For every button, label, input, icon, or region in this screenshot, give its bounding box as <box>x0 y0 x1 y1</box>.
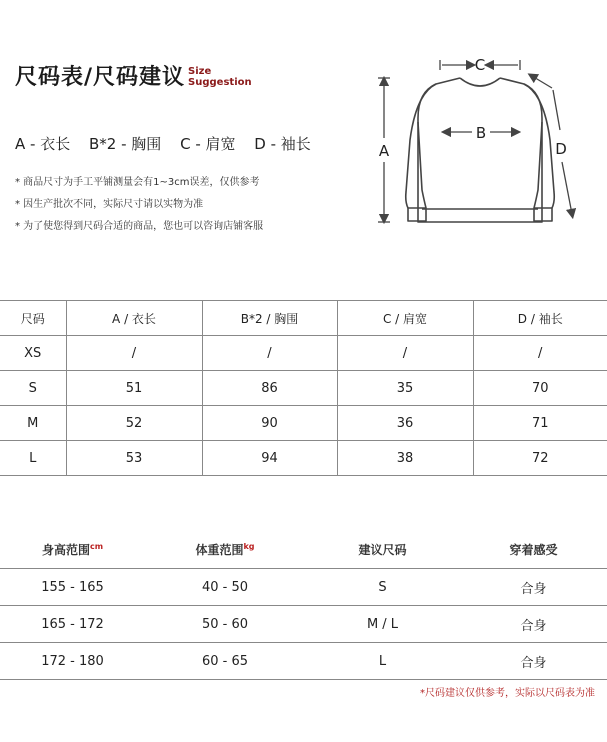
cell-size: S <box>0 371 66 406</box>
legend-d: D - 袖长 <box>254 135 311 153</box>
cell-height: 155 - 165 <box>0 569 145 606</box>
suggestion-table <box>0 531 607 680</box>
cell-chest: / <box>202 336 337 371</box>
label-a: A <box>378 142 390 160</box>
size-table-header <box>0 301 607 336</box>
suggestion-table-header <box>0 531 607 569</box>
cell-length: 52 <box>66 406 202 441</box>
col-sleeve: D / 袖长 <box>473 301 607 336</box>
cell-size: M <box>0 406 66 441</box>
cell-recommended-size: L <box>305 643 460 680</box>
cell-fit: 合身 <box>460 569 607 606</box>
col-size: 尺码 <box>0 301 66 336</box>
cell-weight: 60 - 65 <box>145 643 305 680</box>
label-d: D <box>555 140 567 158</box>
sweater-outline <box>406 78 555 222</box>
legend-c: C - 肩宽 <box>180 135 236 153</box>
cell-chest: 90 <box>202 406 337 441</box>
col-fit: 穿着感受 <box>460 531 607 569</box>
col-shoulder: C / 肩宽 <box>337 301 473 336</box>
cell-length: 51 <box>66 371 202 406</box>
cell-shoulder: / <box>337 336 473 371</box>
col-length: A / 衣长 <box>66 301 202 336</box>
sweater-diagram <box>360 50 590 240</box>
cell-fit: 合身 <box>460 606 607 643</box>
size-table <box>0 300 607 476</box>
unit-cm: cm <box>89 542 104 551</box>
cell-fit: 合身 <box>460 643 607 680</box>
table-row <box>0 569 607 606</box>
col-chest: B*2 / 胸围 <box>202 301 337 336</box>
cell-sleeve: 72 <box>473 441 607 476</box>
unit-kg: kg <box>243 542 255 551</box>
cell-chest: 86 <box>202 371 337 406</box>
note-2: * 因生产批次不同，实际尺寸请以实物为准 <box>15 199 204 210</box>
cell-weight: 40 - 50 <box>145 569 305 606</box>
footnote: *尺码建议仅供参考，实际以尺码表为准 <box>420 688 595 699</box>
col-weight <box>145 531 305 569</box>
cell-sleeve: 71 <box>473 406 607 441</box>
cell-size: XS <box>0 336 66 371</box>
cell-sleeve: 70 <box>473 371 607 406</box>
page-header <box>15 66 252 89</box>
measurement-legend <box>15 133 325 154</box>
notes <box>15 172 263 238</box>
col-height-label: 身高范围 <box>41 543 90 557</box>
note-1: * 商品尺寸为手工平铺测量会有1~3cm误差，仅供参考 <box>15 177 260 188</box>
col-height <box>0 531 145 569</box>
table-row <box>0 336 607 371</box>
cell-recommended-size: S <box>305 569 460 606</box>
table-row <box>0 606 607 643</box>
cell-shoulder: 35 <box>337 371 473 406</box>
table-row <box>0 643 607 680</box>
cell-size: L <box>0 441 66 476</box>
label-c: C <box>474 56 486 74</box>
legend-b: B*2 - 胸围 <box>89 135 162 153</box>
cell-length: / <box>66 336 202 371</box>
cell-length: 53 <box>66 441 202 476</box>
cell-sleeve: / <box>473 336 607 371</box>
table-row <box>0 406 607 441</box>
cell-recommended-size: M / L <box>305 606 460 643</box>
page-subtitle <box>188 66 252 89</box>
subtitle-line-2: Suggestion <box>188 77 252 88</box>
cell-height: 172 - 180 <box>0 643 145 680</box>
table-row <box>0 371 607 406</box>
page-title: 尺码表/尺码建议 <box>15 65 186 90</box>
cell-chest: 94 <box>202 441 337 476</box>
legend-a: A - 衣长 <box>15 135 71 153</box>
note-3: * 为了使您得到尺码合适的商品，您也可以咨询店铺客服 <box>15 221 264 232</box>
cell-height: 165 - 172 <box>0 606 145 643</box>
cell-shoulder: 38 <box>337 441 473 476</box>
subtitle-line-1: Size <box>188 66 212 77</box>
cell-weight: 50 - 60 <box>145 606 305 643</box>
col-weight-label: 体重范围 <box>195 543 244 557</box>
cell-shoulder: 36 <box>337 406 473 441</box>
col-recommended-size: 建议尺码 <box>305 531 460 569</box>
label-b: B <box>475 124 487 142</box>
table-row <box>0 441 607 476</box>
